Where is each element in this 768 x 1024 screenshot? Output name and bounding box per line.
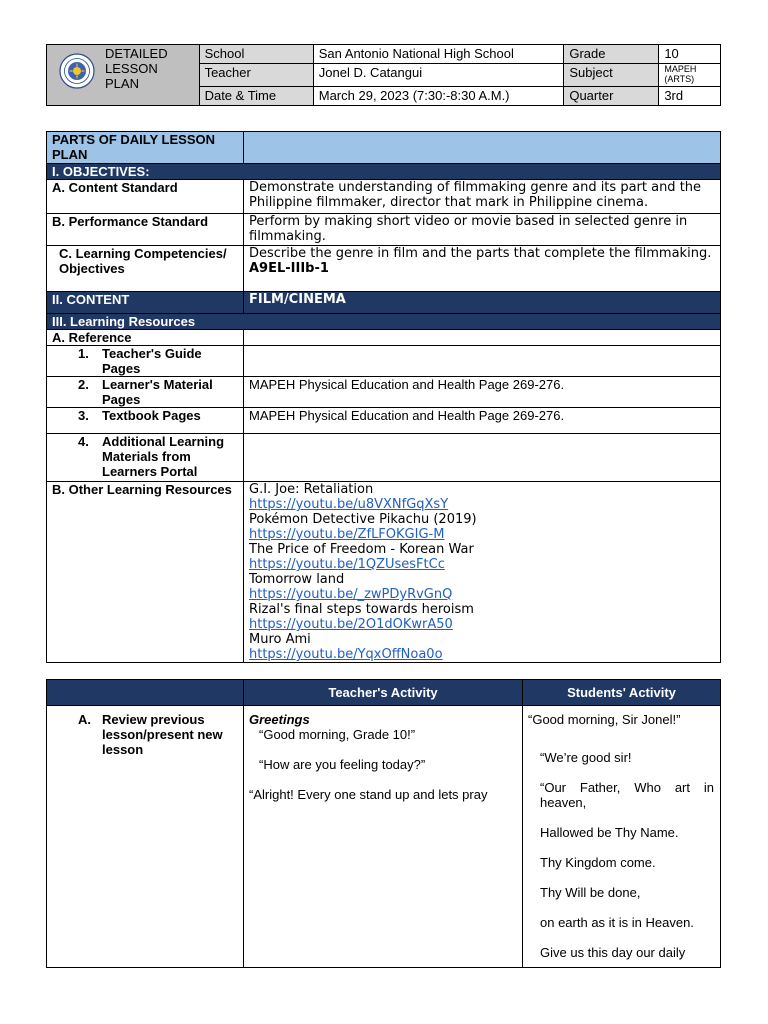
ref-num-4: 4.	[78, 434, 89, 449]
content-standard-text: Demonstrate understanding of filmmaking genre and its part and the Philippine filmmaker, director that mark in Philippine cinema.	[244, 180, 721, 214]
grade-value: 10	[659, 45, 721, 64]
other-resources-label: B. Other Learning Resources	[47, 482, 244, 663]
resource-link[interactable]: https://youtu.be/2O1dOKwrA50	[249, 617, 453, 632]
performance-standard-label: B. Performance Standard	[47, 214, 244, 246]
content-value: FILM/CINEMA	[244, 292, 721, 314]
ref-num-1: 1.	[78, 346, 89, 361]
date-label: Date & Time	[199, 87, 313, 106]
teacher-activity-cell	[244, 706, 523, 968]
ref-label-1: Teacher's Guide Pages	[102, 346, 202, 376]
performance-standard-text: Perform by making short video or movie based in selected genre in filmmaking.	[244, 214, 721, 246]
student-line: Thy Kingdom come.	[540, 855, 656, 870]
resource-title: G.I. Joe: Retaliation	[249, 482, 374, 497]
ref-num-2: 2.	[78, 377, 89, 392]
ref-value-1	[244, 346, 721, 377]
competencies-label: C. Learning Competencies/ Objectives	[47, 246, 244, 292]
reference-blank	[244, 330, 721, 346]
logo-cell	[47, 45, 200, 106]
doc-title: DETAILED LESSON PLAN	[105, 46, 168, 91]
teacher-value: Jonel D. Catangui	[313, 64, 564, 87]
resource-link[interactable]: https://youtu.be/_zwPDyRvGnQ	[249, 587, 453, 602]
resource-title: Muro Ami	[249, 632, 311, 647]
student-line: “Good morning, Sir Jonel!”	[528, 712, 681, 727]
students-activity-heading: Students' Activity	[523, 680, 721, 706]
resources-heading: III. Learning Resources	[47, 314, 721, 330]
teacher-line: “Good morning, Grade 10!”	[259, 727, 416, 742]
competencies-code: A9EL-IIIb-1	[249, 261, 329, 276]
greetings-title: Greetings	[249, 712, 310, 727]
step-num: A.	[78, 712, 91, 727]
competencies-text: Describe the genre in film and the parts that complete the filmmaking.	[249, 246, 712, 261]
resource-title: Pokémon Detective Pikachu (2019)	[249, 512, 477, 527]
step-label: Review previous lesson/present new lesson	[102, 712, 223, 757]
ref-item-4	[47, 434, 244, 482]
school-value: San Antonio National High School	[313, 45, 564, 64]
ref-item-1	[47, 346, 244, 377]
parts-title-blank	[244, 132, 721, 164]
competencies-cell	[244, 246, 721, 292]
ref-item-2	[47, 377, 244, 408]
ref-value-3: MAPEH Physical Education and Health Page 269-276.	[244, 408, 721, 434]
school-label: School	[199, 45, 313, 64]
student-line: on earth as it is in Heaven.	[540, 915, 694, 930]
resource-link[interactable]: https://youtu.be/ZfLFOKGIG-M	[249, 527, 445, 542]
other-resources-list	[244, 482, 721, 663]
content-standard-label: A. Content Standard	[47, 180, 244, 214]
resource-title: Tomorrow land	[249, 572, 345, 587]
resource-link[interactable]: https://youtu.be/u8VXNfGqXsY	[249, 497, 449, 512]
quarter-label: Quarter	[564, 87, 659, 106]
teacher-line: “How are you feeling today?”	[259, 757, 426, 772]
student-line: “Our Father, Who art in heaven,	[540, 780, 714, 810]
resource-link[interactable]: https://youtu.be/YqxOffNoa0o	[249, 647, 443, 662]
teacher-label: Teacher	[199, 64, 313, 87]
activity-table	[46, 679, 721, 968]
ref-value-2: MAPEH Physical Education and Health Page 269-276.	[244, 377, 721, 408]
student-line: Hallowed be Thy Name.	[540, 825, 679, 840]
ref-num-3: 3.	[78, 408, 89, 423]
teacher-line: “Alright! Every one stand up and lets pray	[249, 787, 488, 802]
student-line: Give us this day our daily	[540, 945, 686, 960]
resource-title: The Price of Freedom - Korean War	[249, 542, 474, 557]
subject-label: Subject	[564, 64, 659, 87]
objectives-heading: I. OBJECTIVES:	[47, 164, 721, 180]
subject-value: MAPEH (ARTS)	[659, 64, 721, 87]
header-table	[46, 44, 721, 106]
content-heading: II. CONTENT	[47, 292, 244, 314]
lesson-plan-table	[46, 131, 721, 663]
reference-label: A. Reference	[47, 330, 244, 346]
student-line: Thy Will be done,	[540, 885, 641, 900]
teacher-activity-heading: Teacher's Activity	[244, 680, 523, 706]
ref-label-3: Textbook Pages	[102, 408, 201, 423]
ref-label-2: Learner's Material Pages	[102, 377, 213, 407]
deped-seal-icon	[59, 53, 95, 89]
activity-head-blank	[47, 680, 244, 706]
student-line: “We’re good sir!	[540, 750, 632, 765]
quarter-value: 3rd	[659, 87, 721, 106]
students-activity-cell	[523, 706, 721, 968]
resource-title: Rizal's final steps towards heroism	[249, 602, 474, 617]
ref-value-4	[244, 434, 721, 482]
grade-label: Grade	[564, 45, 659, 64]
ref-item-3	[47, 408, 244, 434]
ref-label-4: Additional Learning Materials from Learners Portal	[102, 434, 225, 479]
step-cell	[47, 706, 244, 968]
parts-title: PARTS OF DAILY LESSON PLAN	[47, 132, 244, 164]
resource-link[interactable]: https://youtu.be/1QZUsesFtCc	[249, 557, 445, 572]
date-value: March 29, 2023 (7:30:-8:30 A.M.)	[313, 87, 564, 106]
